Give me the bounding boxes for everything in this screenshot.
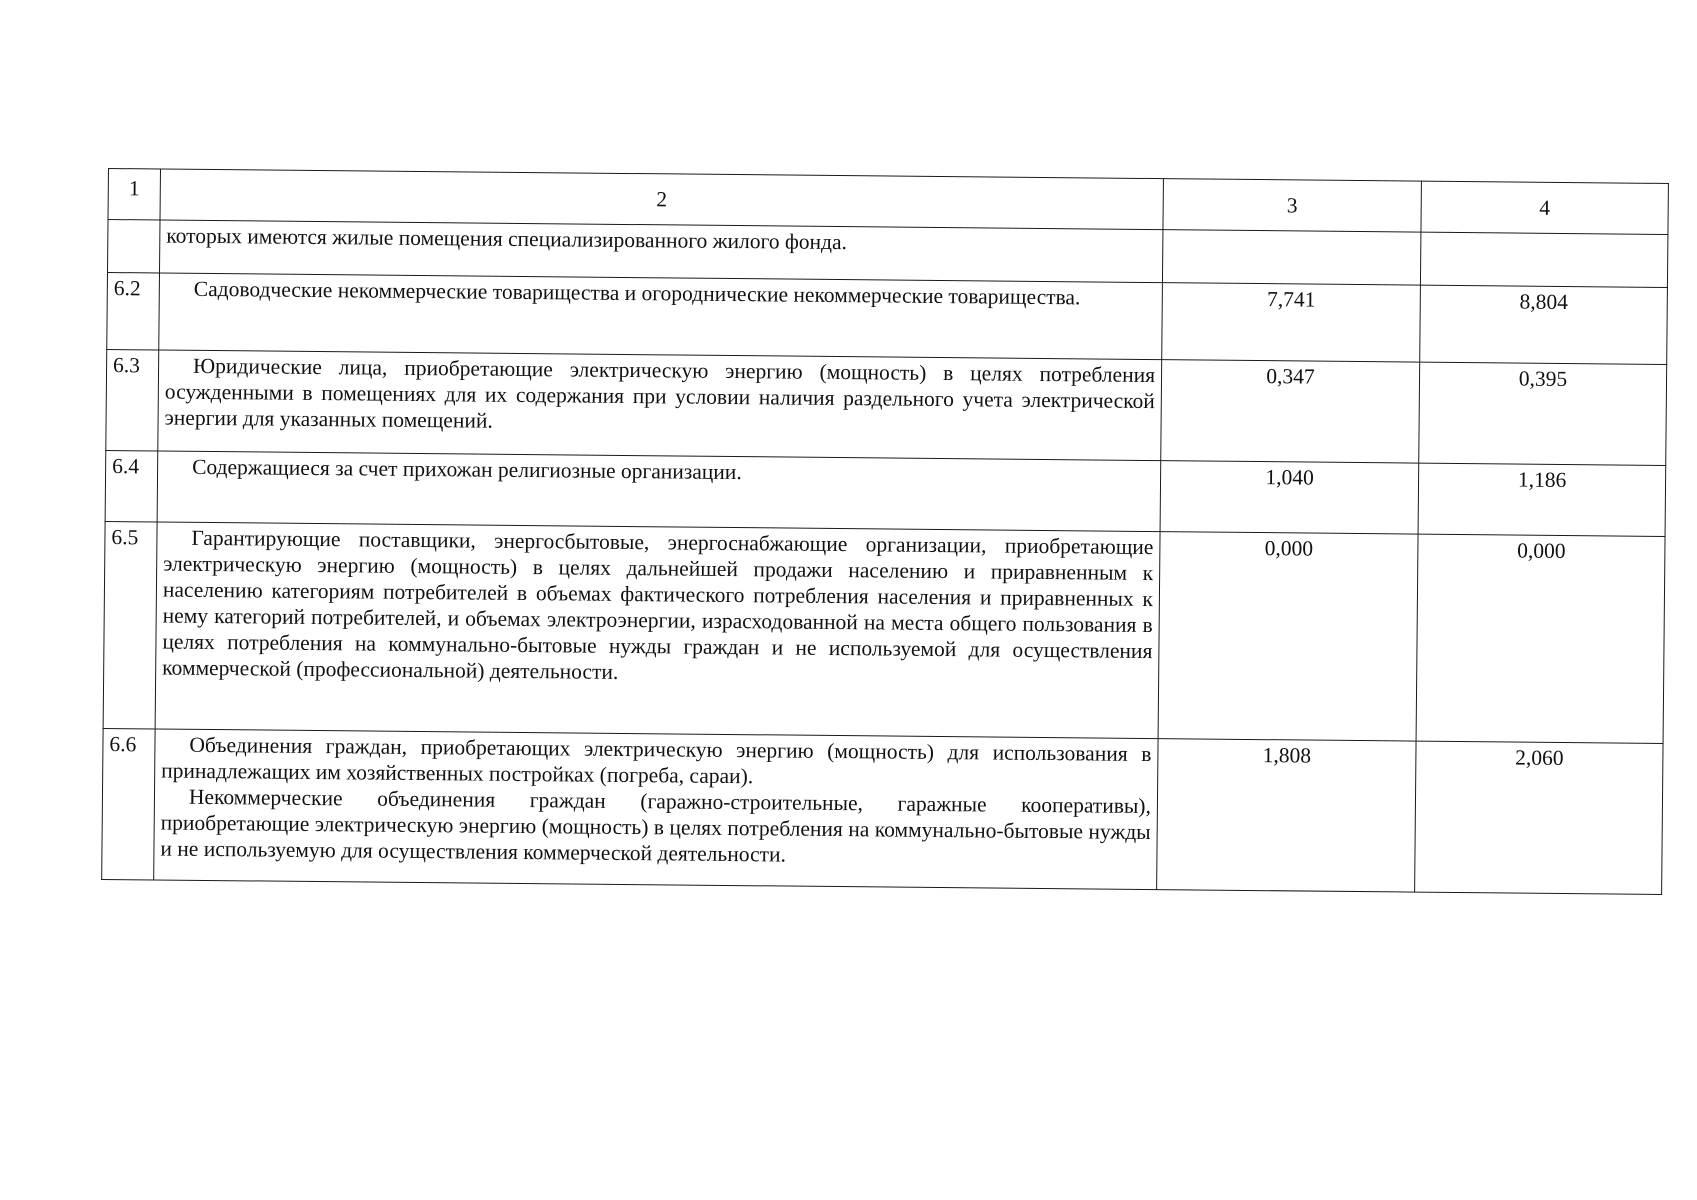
row-value-col3: 0,000 bbox=[1158, 532, 1418, 741]
row-value-col4: 0,000 bbox=[1416, 534, 1665, 743]
row-number: 6.5 bbox=[103, 521, 157, 728]
row-value-col3: 0,347 bbox=[1161, 360, 1420, 463]
description-paragraph: Содержащиеся за счет прихожан религиозные организации. bbox=[192, 454, 742, 485]
row-value-col4: 1,186 bbox=[1418, 463, 1666, 536]
row-value-col3: 7,741 bbox=[1162, 283, 1421, 362]
row-number: 6.6 bbox=[102, 728, 155, 879]
row-description bbox=[158, 350, 1162, 461]
row-number: 6.2 bbox=[107, 273, 160, 350]
description-paragraph: Объединения граждан, приобретающих электрическую энергию (мощность) для использования в принадлежащих им хозяйственных постройках (погреба, сараи). bbox=[161, 732, 1152, 789]
row-number bbox=[107, 220, 160, 273]
table-row bbox=[106, 349, 1667, 465]
description-paragraph: Гарантирующие поставщики, энергосбытовые, энергоснабжающие организации, приобретающие электрическую энергию (мощность) в целях дальнейшей продажи населению и приравненным к населению категориям потребителей в объемах фактического потребления населения и приравненных к нему категорий потребителей, и объемах электроэнергии, израсходованной на места общего пользования в целях потребления на коммунально-бытовые нужды граждан и не используемой для осуществления коммерческой (профессиональной) деятельности. bbox=[162, 525, 1154, 684]
row-value-col3: 1,808 bbox=[1157, 739, 1416, 892]
tariff-table bbox=[101, 168, 1669, 895]
description-paragraph: которых имеются жилые помещения специализированного жилого фонда. bbox=[166, 223, 848, 255]
row-description bbox=[155, 522, 1160, 739]
description-paragraph: Садоводческие некоммерческие товарищества и огороднические некоммерческие товарищества. bbox=[193, 276, 1081, 310]
table-row bbox=[103, 521, 1665, 743]
row-number: 6.3 bbox=[106, 349, 159, 450]
header-col-1: 1 bbox=[108, 169, 160, 220]
header-col-4: 4 bbox=[1421, 181, 1668, 234]
description-paragraph: Юридические лица, приобретающие электрическую энергию (мощность) в целях потребления осужденными в помещениях для их содержания при условии наличия раздельного учета электрической энергии для указанных помещений. bbox=[164, 353, 1156, 433]
row-number: 6.4 bbox=[105, 450, 158, 521]
row-description bbox=[157, 451, 1161, 532]
row-description bbox=[159, 220, 1162, 283]
table-row bbox=[107, 273, 1668, 365]
row-value-col4 bbox=[1420, 232, 1667, 287]
header-col-3: 3 bbox=[1163, 179, 1421, 232]
row-value-col3: 1,040 bbox=[1160, 461, 1419, 534]
header-col-2: 2 bbox=[160, 169, 1163, 230]
row-value-col4: 8,804 bbox=[1420, 285, 1668, 364]
row-value-col4: 0,395 bbox=[1419, 362, 1667, 465]
row-value-col4: 2,060 bbox=[1415, 741, 1663, 894]
table-row bbox=[102, 728, 1663, 894]
row-description bbox=[159, 273, 1163, 360]
description-paragraph: Некоммерческие объединения граждан (гаражно-строительные, гаражные кооперативы), приобретающие электрическую энергию (мощность) в целях потребления на коммунально-бытовые нужды и не используемую для осуществления коммерческой деятельности. bbox=[160, 784, 1152, 867]
row-value-col3 bbox=[1162, 230, 1420, 285]
row-description bbox=[154, 729, 1158, 890]
document-page bbox=[101, 168, 1668, 895]
